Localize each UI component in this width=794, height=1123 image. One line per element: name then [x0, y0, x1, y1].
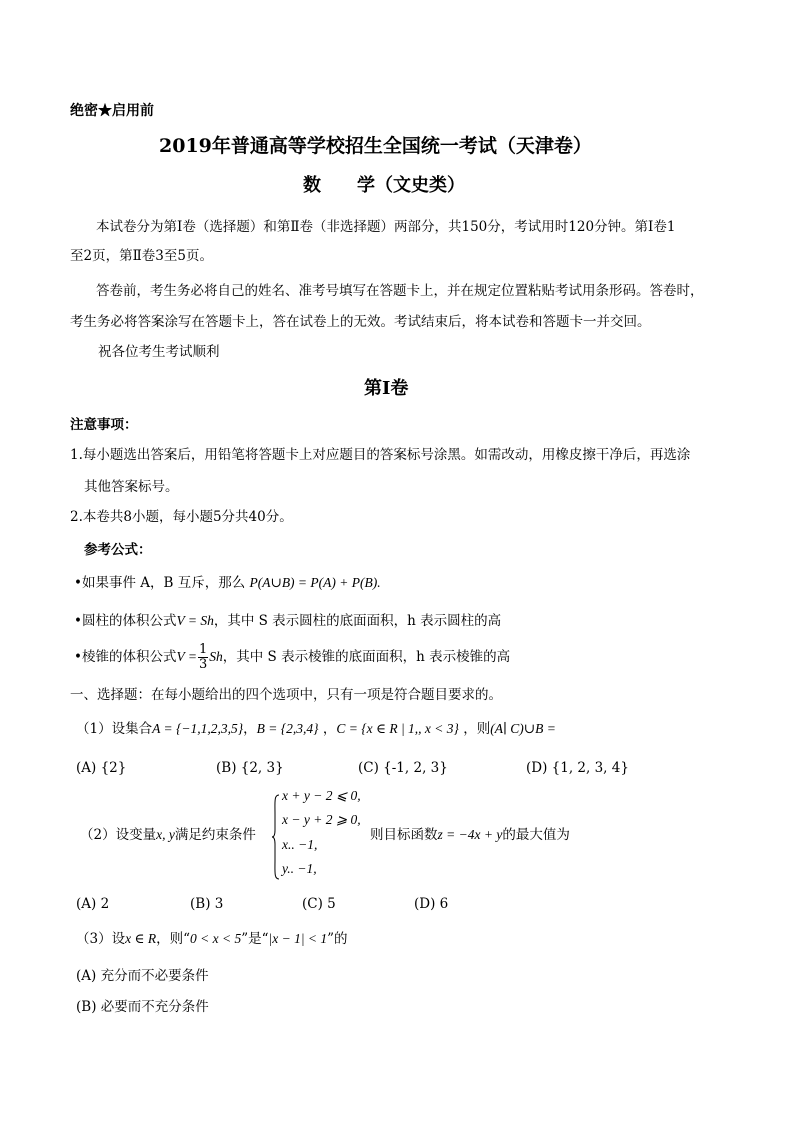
formula3-num: 1	[198, 642, 208, 657]
q3-option-b: (B) 必要而不充分条件	[76, 999, 209, 1015]
q3-stem-mid1: ，则“	[156, 931, 190, 947]
formula2-math: V = Sh	[176, 613, 214, 628]
q2-option-b: (B) 3	[190, 896, 224, 912]
q2-constraint-4: y.. −1,	[282, 861, 317, 876]
intro-para2-line1: 答卷前，考生务必将自己的姓名、准考号填写在答题卡上，并在规定位置粘贴考试用条形码。答卷时，	[96, 283, 704, 299]
q2-stem-post1: 则目标函数	[370, 827, 438, 843]
formula2-pre: •圆柱的体积公式	[74, 613, 177, 629]
q2-vars: x, y	[156, 827, 175, 842]
q1-stem-pre: （1）设集合	[76, 721, 153, 737]
q2-constraint-1: x + y − 2 ⩽ 0,	[282, 788, 361, 803]
formula3-pre: •棱锥的体积公式	[74, 649, 177, 665]
q2-stem-left	[80, 826, 256, 844]
exam-title: 2019年普通高等学校招生全国统一考试（天津卷）	[159, 135, 592, 157]
q1-sep3: ，则	[463, 721, 491, 737]
q3-stem-pre: （3）设	[76, 931, 126, 947]
note1-line2: 其他答案标号。	[84, 479, 179, 495]
formula3-post: ，其中 S 表示棱锥的底面面积，h 表示棱锥的高	[222, 649, 511, 665]
q3-stem-post: ”的	[327, 931, 348, 947]
section1-heading: 一、选择题：在每小题给出的四个选项中，只有一项是符合题目要求的。	[70, 687, 502, 703]
q2-stem-post2: 的最大值为	[502, 827, 570, 843]
q1-set-a: A = {−1,1,2,3,5}	[152, 721, 244, 736]
q3-stem	[76, 930, 348, 948]
formula3-den: 3	[198, 657, 208, 672]
q1-sep1: ，	[243, 721, 257, 737]
q1-set-b: B = {2,3,4}	[256, 721, 319, 736]
q1-sep2: ，	[322, 721, 337, 737]
formula2-post: ，其中 S 表示圆柱的底面面积，h 表示圆柱的高	[213, 613, 502, 629]
formula1-text: •如果事件 A，B 互斥，那么	[74, 575, 246, 591]
q2-option-d: (D) 6	[414, 896, 449, 912]
q3-stem-mid2: ”是“	[241, 931, 269, 947]
q1-option-d: (D) {1, 2, 3, 4}	[526, 760, 629, 776]
q1-expr: (A∣ C)∪B =	[490, 721, 556, 736]
intro-para1-line1: 本试卷分为第Ⅰ卷（选择题）和第Ⅱ卷（非选择题）两部分，共150分，考试用时120分钟。第Ⅰ卷1	[96, 219, 676, 235]
q1-stem	[76, 720, 556, 738]
q2-stem-right	[370, 826, 570, 844]
q1-option-c: (C) {-1, 2, 3}	[358, 760, 448, 776]
subject-title: 数 学（文史类）	[303, 175, 465, 196]
q3-cond: x ∈ R	[125, 931, 157, 946]
formula1-math: P(A∪B) = P(A) + P(B).	[249, 575, 381, 590]
q2-option-a: (A) 2	[76, 896, 110, 912]
q2-option-c: (C) 5	[302, 896, 336, 912]
formula3-v: V =	[176, 649, 197, 664]
formula3-sh: Sh	[209, 649, 223, 664]
q1-option-b: (B) {2, 3}	[216, 760, 284, 776]
intro-para1-line2: 至2页，第Ⅱ卷3至5页。	[70, 248, 213, 264]
formula-title: 参考公式：	[84, 542, 152, 558]
q2-constraint-2: x − y + 2 ⩾ 0,	[282, 812, 361, 827]
q2-stem-pre: （2）设变量	[80, 827, 157, 843]
q2-constraint-3: x.. −1,	[282, 837, 318, 852]
q3-option-a: (A) 充分而不必要条件	[76, 968, 209, 984]
q1-option-a: (A) {2}	[76, 760, 127, 776]
intro-wish: 祝各位考生考试顺利	[98, 344, 220, 360]
note2: 2.本卷共8小题，每小题5分共40分。	[70, 509, 293, 525]
q3-q: |x − 1| < 1	[268, 931, 328, 946]
q1-set-c: C = {x ∈ R | 1,, x < 3}	[336, 721, 459, 736]
notes-title: 注意事项：	[70, 417, 138, 433]
q2-objective: z = −4x + y	[437, 827, 503, 842]
formula3	[74, 640, 510, 674]
note1-line1: 1.每小题选出答案后，用铅笔将答题卡上对应题目的答案标号涂黑。如需改动，用橡皮擦干净后，再选涂	[70, 447, 691, 463]
q3-p: 0 < x < 5	[189, 931, 242, 946]
part1-heading: 第Ⅰ卷	[364, 378, 409, 399]
formula1	[74, 574, 381, 592]
formula3-fraction	[198, 643, 208, 672]
q2-constraint-brace	[272, 794, 280, 880]
formula2	[74, 612, 501, 630]
intro-para2-line2: 考生务必将答案涂写在答题卡上，答在试卷上的无效。考试结束后，将本试卷和答题卡一并交回。	[70, 314, 651, 330]
secret-label: 绝密★启用前	[70, 103, 154, 119]
q2-stem-mid: 满足约束条件	[174, 827, 256, 843]
